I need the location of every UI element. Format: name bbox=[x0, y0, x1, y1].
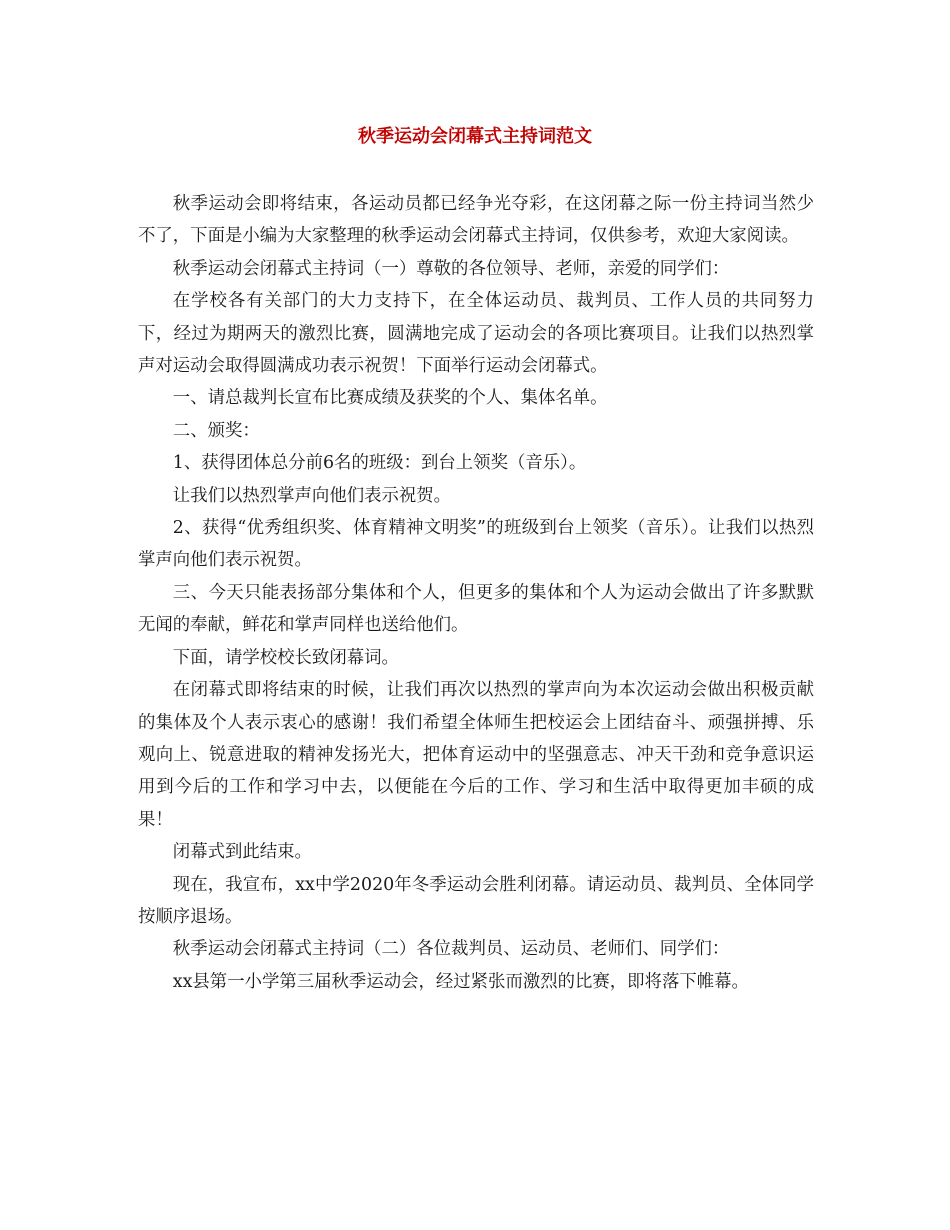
paragraph: 三、今天只能表扬部分集体和个人，但更多的集体和个人为运动会做出了许多默默无闻的奉献，鲜花和掌声同样也送给他们。 bbox=[138, 582, 814, 636]
paragraph: 现在，我宣布，xx中学2020年冬季运动会胜利闭幕。请运动员、裁判员、全体同学按顺序退场。 bbox=[138, 874, 814, 927]
paragraph: 1、获得团体总分前6名的班级：到台上领奖（音乐）。 bbox=[172, 453, 587, 474]
paragraph: xx县第一小学第三届秋季运动会，经过紧张而激烈的比赛，即将落下帷幕。 bbox=[172, 971, 749, 992]
document-title: 秋季运动会闭幕式主持词范文 bbox=[358, 126, 592, 147]
paragraph: 一、请总裁判长宣布比赛成绩及获奖的个人、集体名单。 bbox=[172, 388, 608, 409]
paragraph: 秋季运动会即将结束，各运动员都已经争光夺彩，在这闭幕之际一份主持词当然少不了，下面是小编为大家整理的秋季运动会闭幕式主持词，仅供参考，欢迎大家阅读。 bbox=[138, 194, 814, 247]
paragraph: 秋季运动会闭幕式主持词（一）尊敬的各位领导、老师，亲爱的同学们： bbox=[172, 258, 730, 279]
paragraph: 在闭幕式即将结束的时候，让我们再次以热烈的掌声向为本次运动会做出积极贡献的集体及个人表示衷心的感谢！我们希望全体师生把校运会上团结奋斗、顽强拼搏、乐观向上、锐意进取的精神发扬光大，把体育运动中的坚强意志、冲天干劲和竞争意识运用到今后的工作和学习中去，以便能在今后的工作、学习和生活中取得更加丰硕的成果！ bbox=[138, 680, 814, 830]
paragraph: 下面，请学校校长致闭幕词。 bbox=[172, 647, 399, 668]
paragraph: 二、颁奖： bbox=[172, 420, 260, 441]
paragraph: 让我们以热烈掌声向他们表示祝贺。 bbox=[172, 485, 452, 506]
paragraph: 在学校各有关部门的大力支持下，在全体运动员、裁判员、工作人员的共同努力下，经过为期两天的激烈比赛，圆满地完成了运动会的各项比赛项目。让我们以热烈掌声对运动会取得圆满成功表示祝贺！下面举行运动会闭幕式。 bbox=[138, 291, 814, 377]
paragraph: 闭幕式到此结束。 bbox=[172, 842, 312, 863]
paragraph: 2、获得“优秀组织奖、体育精神文明奖”的班级到台上领奖（音乐）。让我们以热烈掌声向他们表示祝贺。 bbox=[138, 518, 814, 571]
paragraph: 秋季运动会闭幕式主持词（二）各位裁判员、运动员、老师们、同学们： bbox=[172, 939, 730, 960]
document-body bbox=[138, 188, 814, 998]
